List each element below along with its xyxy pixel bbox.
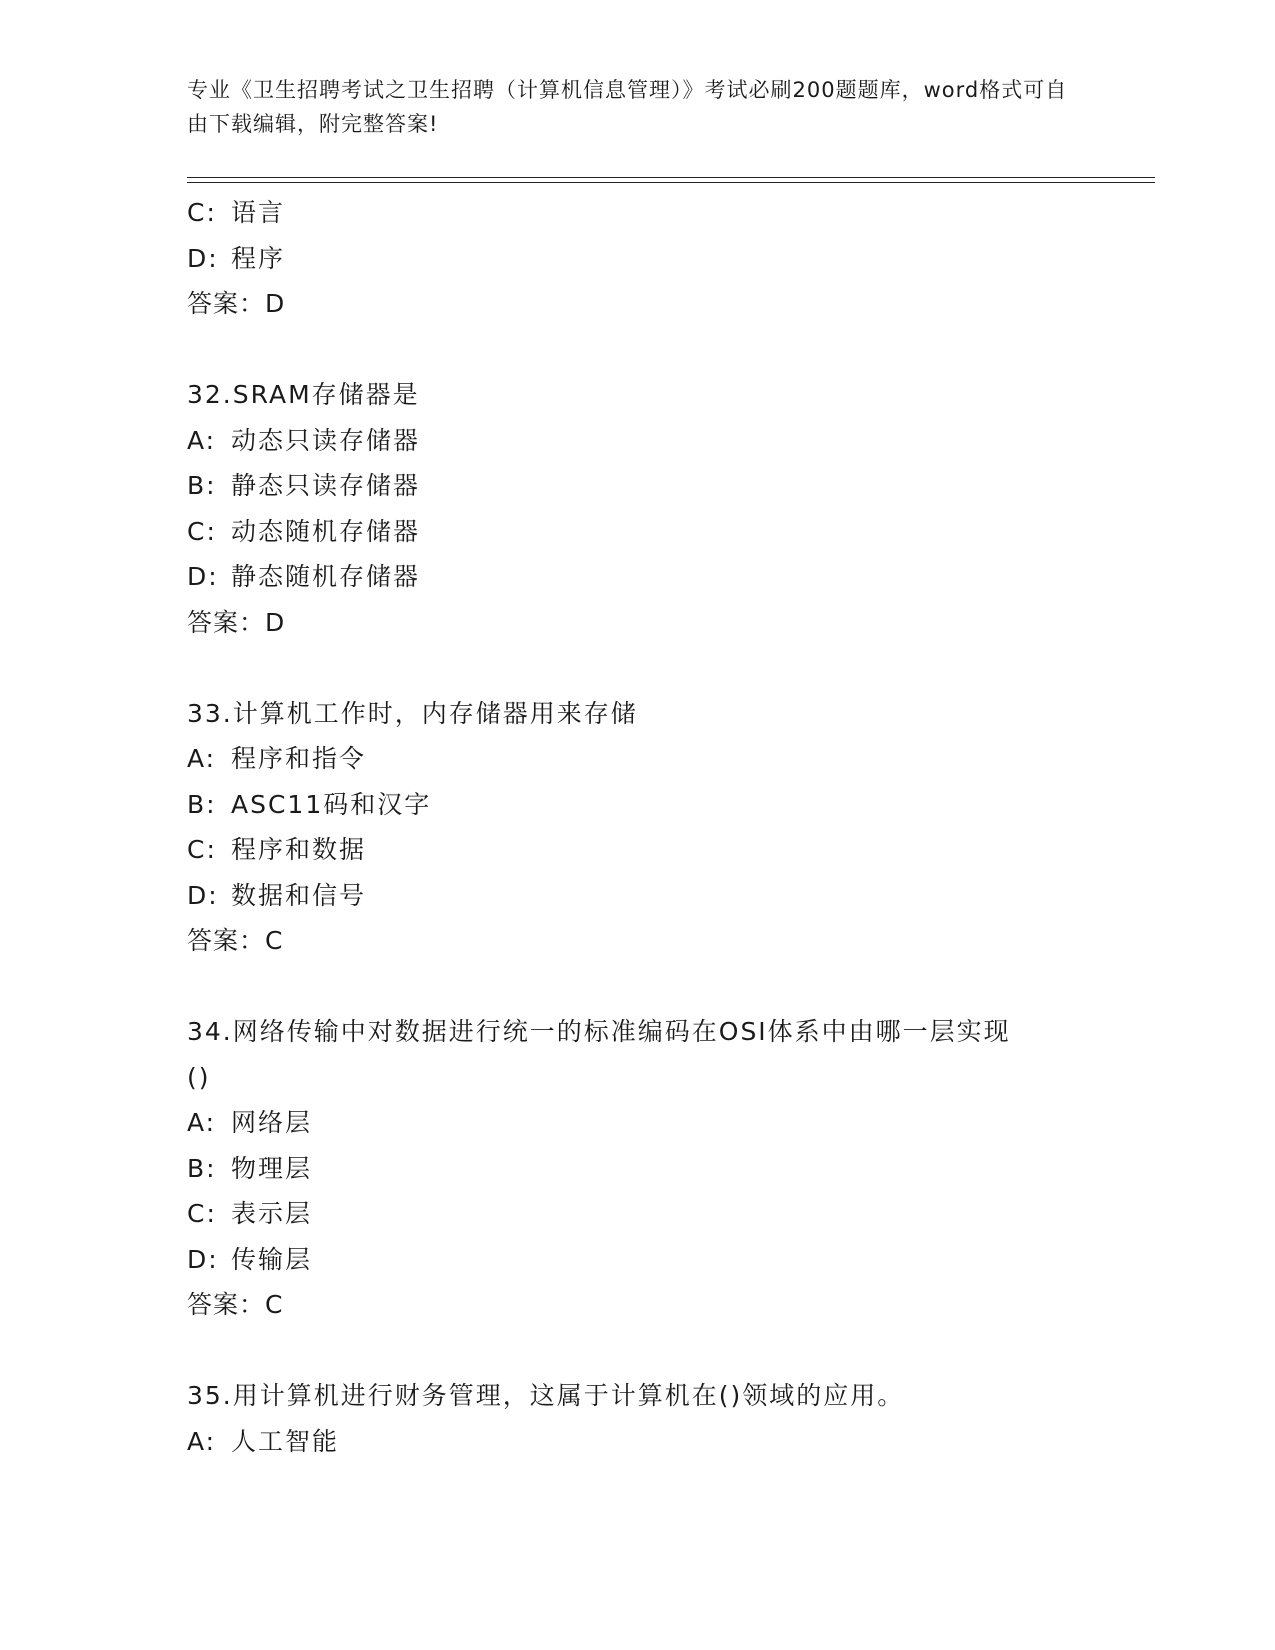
option-c: C: 表示层 — [187, 1199, 313, 1228]
header-rule-top — [187, 177, 1155, 178]
option-a: A: 网络层 — [187, 1108, 313, 1137]
question-stem: 34.网络传输中对数据进行统一的标准编码在OSI体系中由哪一层实现 — [187, 1017, 1011, 1046]
answer-line: 答案：C — [187, 1290, 284, 1319]
question-list — [187, 190, 1087, 1464]
option-a: A: 动态只读存储器 — [187, 425, 421, 455]
spacer — [187, 645, 1087, 691]
option-b: B: 静态只读存储器 — [187, 471, 421, 500]
option-c: C: 程序和数据 — [187, 835, 367, 864]
option-b: B: 物理层 — [187, 1153, 313, 1183]
spacer — [187, 1328, 1087, 1374]
option-c: C: 语言 — [187, 198, 286, 227]
spacer — [187, 327, 1087, 373]
option-d: D: 静态随机存储器 — [187, 562, 421, 591]
question-stem: 33.计算机工作时，内存储器用来存储 — [187, 698, 638, 728]
option-d: D: 程序 — [187, 243, 286, 273]
answer-line: 答案：D — [187, 289, 286, 318]
question-stem: 35.用计算机进行财务管理，这属于计算机在()领域的应用。 — [187, 1381, 905, 1410]
question-stem: 32.SRAM存储器是 — [187, 380, 420, 409]
spacer — [187, 964, 1087, 1010]
answer-line: 答案：C — [187, 926, 284, 955]
option-a: A: 程序和指令 — [187, 744, 367, 773]
answer-line: 答案：D — [187, 607, 286, 637]
option-b: B: ASC11码和汉字 — [187, 789, 432, 819]
option-a: A: 人工智能 — [187, 1426, 340, 1456]
option-c: C: 动态随机存储器 — [187, 516, 421, 546]
option-d: D: 传输层 — [187, 1244, 313, 1274]
question-stem-continuation: () — [187, 1062, 211, 1092]
header-rule-bottom — [187, 182, 1155, 183]
option-d: D: 数据和信号 — [187, 880, 367, 910]
document-header: 专业《卫生招聘考试之卫生招聘（计算机信息管理）》考试必刷200题题库，word格式可自由下载编辑，附完整答案! — [187, 78, 1068, 136]
